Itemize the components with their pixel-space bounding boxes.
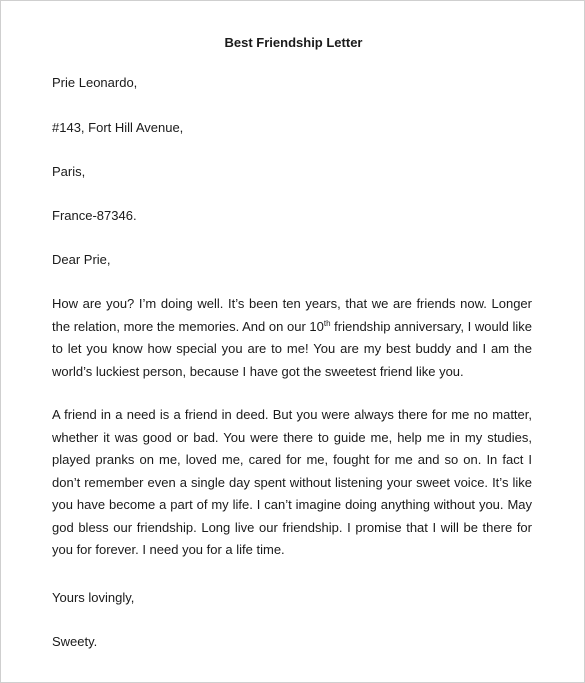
paragraph-1-text: friendship anniversary, I would like [330, 318, 532, 334]
paragraph-1-text: the relation, more the memories. And on our 10 [52, 318, 324, 334]
recipient-name: Prie Leonardo, [52, 75, 138, 90]
letter-title: Best Friendship Letter [224, 35, 363, 50]
signature: Sweety. [52, 634, 98, 649]
paragraph-2-line: don’t remember even a single day spent without listening your sweet voice. It’s like [52, 474, 532, 490]
recipient-country: France-87346. [52, 208, 137, 223]
paragraph-1-line: world’s luckiest person, because I have got the sweetest friend like you. [52, 363, 464, 379]
recipient-street: #143, Fort Hill Avenue, [52, 120, 184, 135]
paragraph-2-line: god bless our friendship. Long live our friendship. I promise that I will be there for [52, 519, 532, 535]
paragraph-2 [52, 406, 532, 564]
salutation: Dear Prie, [52, 252, 111, 267]
paragraph-2-line: whether it was good or bad. You were there to guide me, help me in my studies, [52, 429, 532, 445]
ordinal-suffix: th [323, 318, 331, 328]
paragraph-2-line: you have become a part of my life. I can’t imagine doing anything without you. May [52, 497, 532, 512]
paragraph-1-line: How are you? I’m doing well. It’s been ten years, that we are friends now. Longer [52, 296, 532, 311]
paragraph-1-line [52, 318, 532, 341]
paragraph-2-line: played pranks on me, loved me, cared for me, fought for me and so on. In fact I [52, 452, 532, 467]
closing: Yours lovingly, [52, 590, 135, 605]
paragraph-2-line: you for forever. I need you for a life time. [52, 542, 285, 557]
paragraph-1 [52, 295, 532, 385]
paragraph-2-line: A friend in a need is a friend in deed. But you were always there for me no matter, [52, 407, 532, 422]
paragraph-1-line: to let you know how special you are to me! You are my best buddy and I am the [52, 341, 532, 356]
recipient-city: Paris, [52, 164, 86, 179]
